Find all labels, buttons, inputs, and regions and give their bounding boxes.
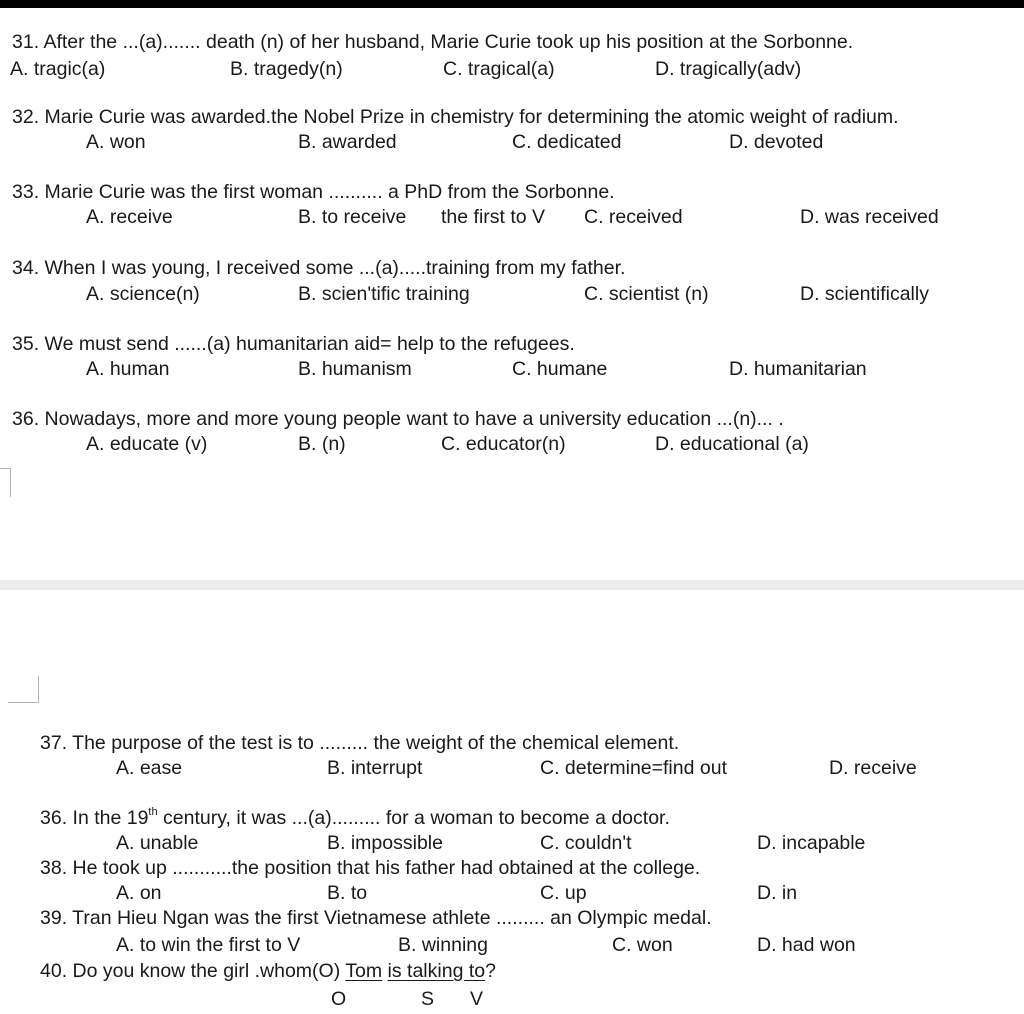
question-34-option-a[interactable]: A. science(n) bbox=[86, 283, 200, 305]
question-38-option-b[interactable]: B. to bbox=[327, 882, 368, 904]
question-33-stem: 33. Marie Curie was the first woman .......... a PhD from the Sorbonne. bbox=[12, 181, 615, 203]
question-31-option-a[interactable]: A. tragic(a) bbox=[10, 58, 106, 80]
question-36-option-b[interactable]: B. (n) bbox=[298, 433, 346, 455]
question-39-option-c[interactable]: C. won bbox=[612, 934, 673, 956]
question-34-option-b[interactable]: B. scien'tific training bbox=[298, 283, 470, 305]
question-36b-stem-sup: th bbox=[148, 806, 158, 818]
question-39-stem: 39. Tran Hieu Ngan was the first Vietnamese athlete ......... an Olympic medal. bbox=[40, 907, 712, 929]
question-37-option-b[interactable]: B. interrupt bbox=[327, 757, 423, 779]
question-36b-option-c[interactable]: C. couldn't bbox=[540, 832, 632, 854]
question-31-option-d[interactable]: D. tragically(adv) bbox=[655, 58, 802, 80]
question-32-option-a[interactable]: A. won bbox=[86, 131, 146, 153]
top-black-bar bbox=[0, 0, 1024, 8]
question-34-option-c[interactable]: C. scientist (n) bbox=[584, 283, 709, 305]
question-40-pre: 40. Do you know the girl .whom(O) bbox=[40, 960, 346, 982]
question-37-option-d[interactable]: D. receive bbox=[829, 757, 917, 779]
question-34-stem: 34. When I was young, I received some ...(a).....training from my father. bbox=[12, 257, 626, 279]
question-36b-stem-pre: 36. In the 19 bbox=[40, 807, 149, 829]
question-38-stem: 38. He took up ...........the position that his father had obtained at the college. bbox=[40, 857, 701, 879]
question-33-option-c[interactable]: C. received bbox=[584, 206, 683, 228]
page-break-gap bbox=[0, 580, 1024, 590]
question-33-option-d[interactable]: D. was received bbox=[800, 206, 939, 228]
question-36b-option-b[interactable]: B. impossible bbox=[327, 832, 443, 854]
question-32-option-b[interactable]: B. awarded bbox=[298, 131, 397, 153]
question-40-label-object: O bbox=[331, 988, 347, 1010]
question-37-option-a[interactable]: A. ease bbox=[116, 757, 183, 779]
question-35-stem: 35. We must send ......(a) humanitarian aid= help to the refugees. bbox=[12, 333, 575, 355]
question-36b-option-a[interactable]: A. unable bbox=[116, 832, 199, 854]
question-36-option-c[interactable]: C. educator(n) bbox=[441, 433, 566, 455]
question-36-option-a[interactable]: A. educate (v) bbox=[86, 433, 208, 455]
question-36-stem: 36. Nowadays, more and more young people want to have a university education ...(n)... . bbox=[12, 408, 784, 430]
question-36b-stem-post: century, it was ...(a)......... for a woman to become a doctor. bbox=[157, 807, 670, 829]
question-31-stem: 31. After the ...(a)....... death (n) of her husband, Marie Curie took up his position at the Sorbonne. bbox=[12, 31, 854, 53]
question-34-option-d[interactable]: D. scientifically bbox=[800, 283, 929, 305]
question-38-option-c[interactable]: C. up bbox=[540, 882, 587, 904]
question-33-note: the first to V bbox=[441, 206, 546, 228]
page-corner-mark-top bbox=[0, 468, 11, 497]
question-35-option-c[interactable]: C. humane bbox=[512, 358, 608, 380]
page-corner-mark-bottom bbox=[8, 676, 39, 703]
question-38-option-d[interactable]: D. in bbox=[757, 882, 798, 904]
question-31-option-b[interactable]: B. tragedy(n) bbox=[230, 58, 343, 80]
question-36b-option-d[interactable]: D. incapable bbox=[757, 832, 866, 854]
question-40-verb: is talking to bbox=[387, 960, 486, 982]
question-33-option-a[interactable]: A. receive bbox=[86, 206, 173, 228]
question-36b-stem bbox=[40, 806, 670, 829]
question-35-option-b[interactable]: B. humanism bbox=[298, 358, 412, 380]
question-38-option-a[interactable]: A. on bbox=[116, 882, 162, 904]
question-35-option-d[interactable]: D. humanitarian bbox=[729, 358, 867, 380]
question-32-stem: 32. Marie Curie was awarded.the Nobel Prize in chemistry for determining the atomic weight of radium. bbox=[12, 106, 899, 128]
question-39-option-b[interactable]: B. winning bbox=[398, 934, 488, 956]
question-37-stem: 37. The purpose of the test is to ......... the weight of the chemical element. bbox=[40, 732, 680, 754]
question-40-label-verb: V bbox=[470, 988, 484, 1010]
question-40-end: ? bbox=[485, 960, 496, 982]
question-39-option-a[interactable]: A. to win the first to V bbox=[116, 934, 301, 956]
question-39-option-d[interactable]: D. had won bbox=[757, 934, 856, 956]
question-32-option-d[interactable]: D. devoted bbox=[729, 131, 824, 153]
question-37-option-c[interactable]: C. determine=find out bbox=[540, 757, 727, 779]
question-32-option-c[interactable]: C. dedicated bbox=[512, 131, 622, 153]
question-33-option-b[interactable]: B. to receive bbox=[298, 206, 407, 228]
question-40-stem bbox=[40, 962, 496, 982]
question-31-option-c[interactable]: C. tragical(a) bbox=[443, 58, 555, 80]
question-40-subject: Tom bbox=[345, 960, 383, 982]
question-40-label-subject: S bbox=[421, 988, 435, 1010]
question-36-option-d[interactable]: D. educational (a) bbox=[655, 433, 809, 455]
question-35-option-a[interactable]: A. human bbox=[86, 358, 170, 380]
